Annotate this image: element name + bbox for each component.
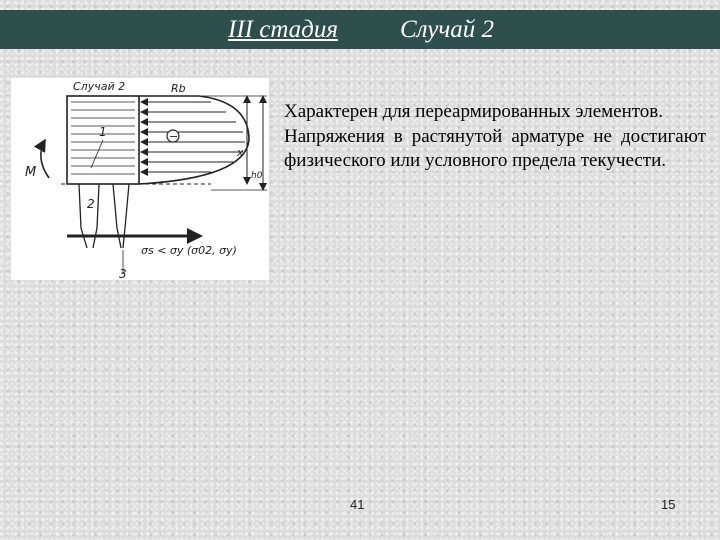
label-2: 2 xyxy=(87,197,95,211)
case-title: Случай 2 xyxy=(400,16,495,43)
label-rb: Rb xyxy=(171,82,186,95)
label-sigma: σs < σy (σ02, σy) xyxy=(141,244,237,257)
stress-diagram xyxy=(11,78,269,280)
right-page-number: 15 xyxy=(661,497,676,512)
moment-arrow xyxy=(41,140,49,178)
stress-curve xyxy=(139,96,249,184)
stress-diagram-figure xyxy=(11,78,269,280)
label-m: M xyxy=(25,165,37,180)
paragraph-stress: Напряжения в растянутой арматуре не достигают физического или условного предела текучести. xyxy=(284,125,706,171)
stress-arrows xyxy=(141,102,245,172)
cracks xyxy=(79,184,129,248)
body-text xyxy=(284,100,706,174)
left-page-number: 41 xyxy=(350,497,365,512)
label-3: 3 xyxy=(119,267,127,280)
label-minus: − xyxy=(169,130,179,143)
title-bar xyxy=(0,10,720,49)
stage-title: III стадия xyxy=(228,16,338,43)
paragraph-overreinforced: Характерен для переармированных элементов. xyxy=(284,101,664,122)
label-x: x xyxy=(237,146,244,159)
label-h0: h0 xyxy=(251,171,263,181)
label-1: 1 xyxy=(99,125,107,139)
label-case: Случай 2 xyxy=(73,80,126,93)
leader-1 xyxy=(91,140,103,168)
